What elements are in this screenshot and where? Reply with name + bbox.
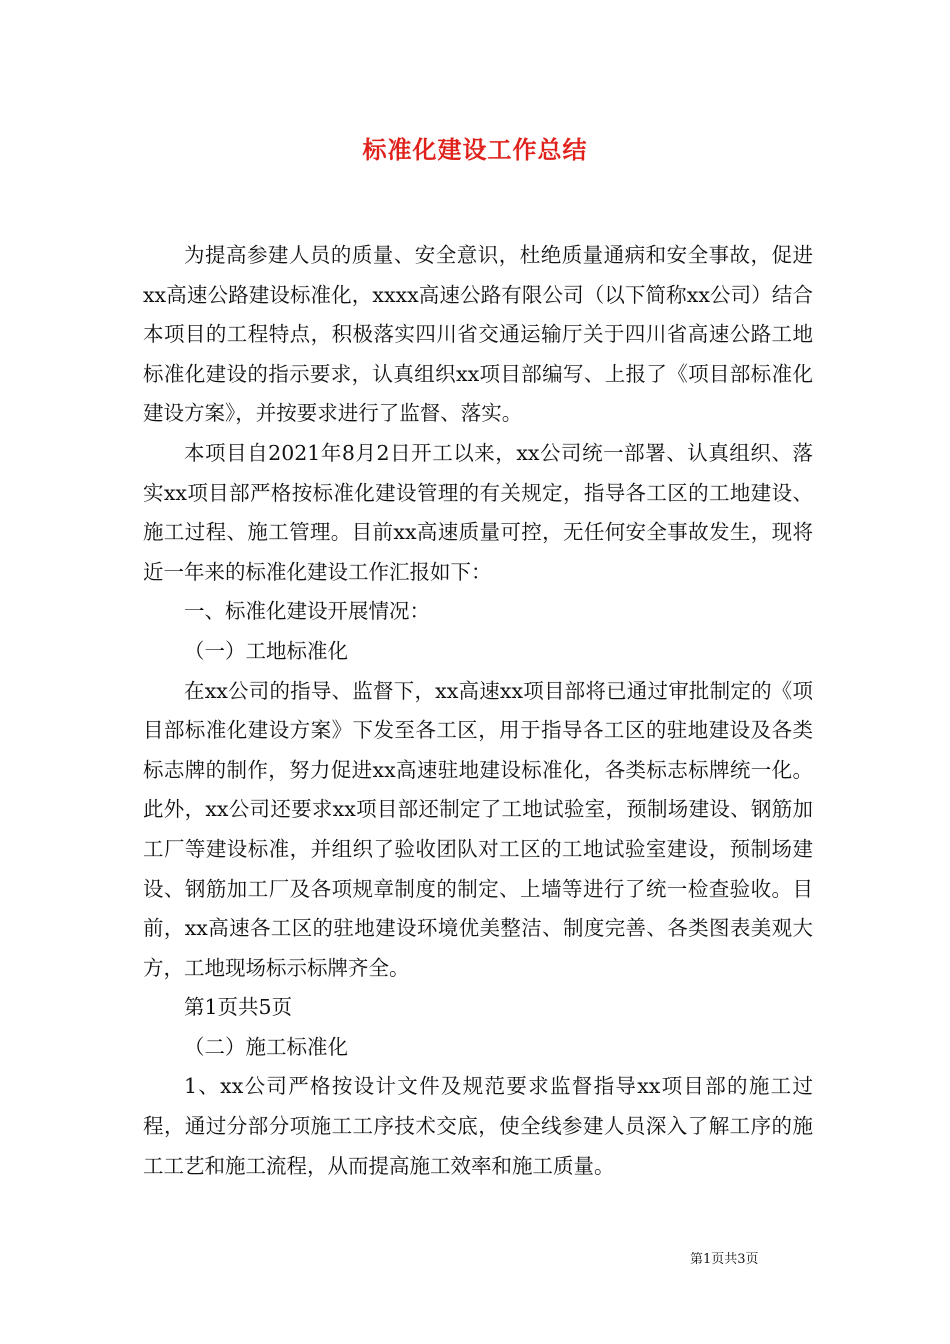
- paragraph-site-standardization: 在xx公司的指导、监督下，xx高速xx项目部将已通过审批制定的《项目部标准化建设方案》下发至各工区，用于指导各工区的驻地建设及各类标志牌的制作，努力促进xx高速驻地建设标准化，各类标志标牌统一化。此外，xx公司还要求xx项目部还制定了工地试验室，预制场建设、钢筋加工厂等建设标准，并组织了验收团队对工区的工地试验室建设，预制场建设、钢筋加工厂及各项规章制度的制定、上墙等进行了统一检查验收。目前，xx高速各工区的驻地建设环境优美整洁、制度完善、各类图表美观大方，工地现场标示标牌齐全。: [143, 678, 813, 980]
- inline-page-marker: 第1页共5页: [184, 995, 293, 1020]
- paragraph-intro: 为提高参建人员的质量、安全意识，杜绝质量通病和安全事故，促进xx高速公路建设标准化，xxxx高速公路有限公司（以下简称xx公司）结合本项目的工程特点，积极落实四川省交通运输厅关于四川省高速公路工地标准化建设的指示要求，认真组织xx项目部编写、上报了《项目部标准化建设方案》，并按要求进行了监督、落实。: [143, 243, 813, 426]
- subsection-heading-construction: （二）施工标准化: [184, 1034, 348, 1059]
- paragraph-project-start: 本项目自2021年8月2日开工以来，xx公司统一部署、认真组织、落实xx项目部严格按标准化建设管理的有关规定，指导各工区的工地建设、施工过程、施工管理。目前xx高速质量可控，无任何安全事故发生，现将近一年来的标准化建设工作汇报如下：: [143, 440, 813, 584]
- document-title: 标准化建设工作总结: [362, 135, 588, 164]
- page-footer: 第1页共3页: [690, 1252, 759, 1267]
- subsection-heading-site: （一）工地标准化: [184, 638, 348, 663]
- paragraph-construction-1: 1、xx公司严格按设计文件及规范要求监督指导xx项目部的施工过程，通过分部分项施工工序技术交底，使全线参建人员深入了解工序的施工工艺和施工流程，从而提高施工效率和施工质量。: [143, 1074, 813, 1178]
- section-heading-1: 一、标准化建设开展情况：: [184, 599, 430, 624]
- document-body: [143, 236, 813, 1186]
